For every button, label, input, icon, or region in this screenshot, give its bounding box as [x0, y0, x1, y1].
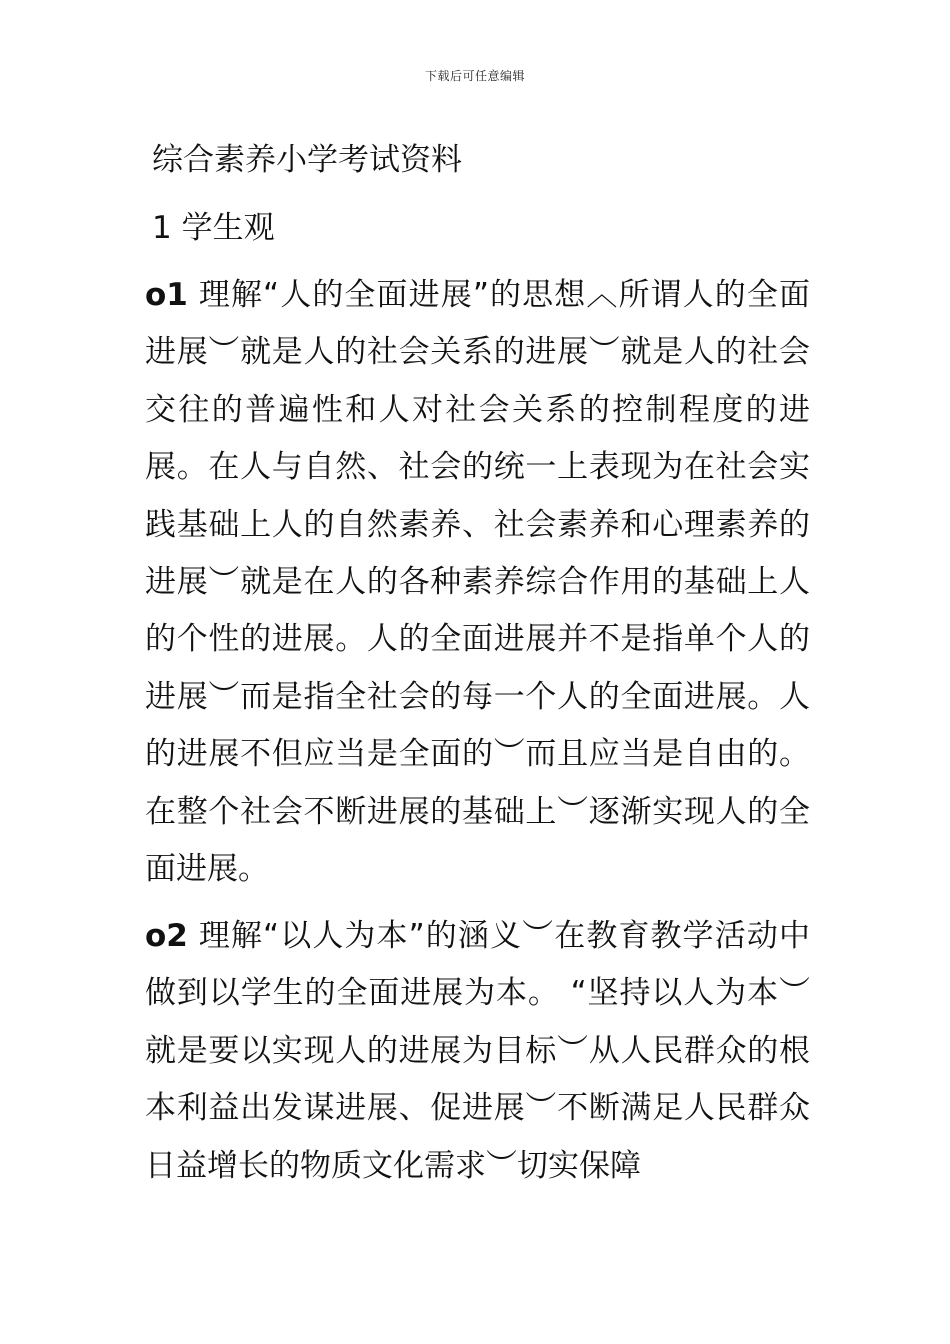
document-title: 综合素养小学考试资料 [152, 142, 462, 178]
paragraph-2-text: 理解“以人为本”的涵义︶在教育教学活动中做到以学生的全面进展为本。 “坚持以人为本︶就是要以实现人的进展为目标︶从人民群众的根本利益出发谋进展、促进展︶不断满足人民群众日益增长的物质文化需求︶切实保障 [145, 918, 810, 1184]
paragraph-1-lead: o1 [145, 277, 188, 313]
paragraph-1-text: 理解“人的全面进展”的思想︿所谓人的全面进展︶就是人的社会关系的进展︶就是人的社会交往的普遍性和人对社会关系的控制程度的进展。在人与自然、社会的统一上表现为在社会实践基础上人的自然素养、社会素养和心理素养的进展︶就是在人的各种素养综合作用的基础上人的个性的进展。人的全面进展并不是指单个人的进展︶而是指全社会的每一个人的全面进展。人的进展不但应当是全面的︶而且应当是自由的。在整个社会不断进展的基础上︶逐渐实现人的全面进展。 [145, 277, 810, 888]
paragraph-2-lead: o2 [145, 918, 188, 954]
section-heading: 1 学生观 [152, 210, 275, 246]
header-note: 下载后可任意编辑 [424, 69, 525, 83]
paragraph-2 [145, 908, 810, 1195]
paragraph-1 [145, 267, 810, 898]
